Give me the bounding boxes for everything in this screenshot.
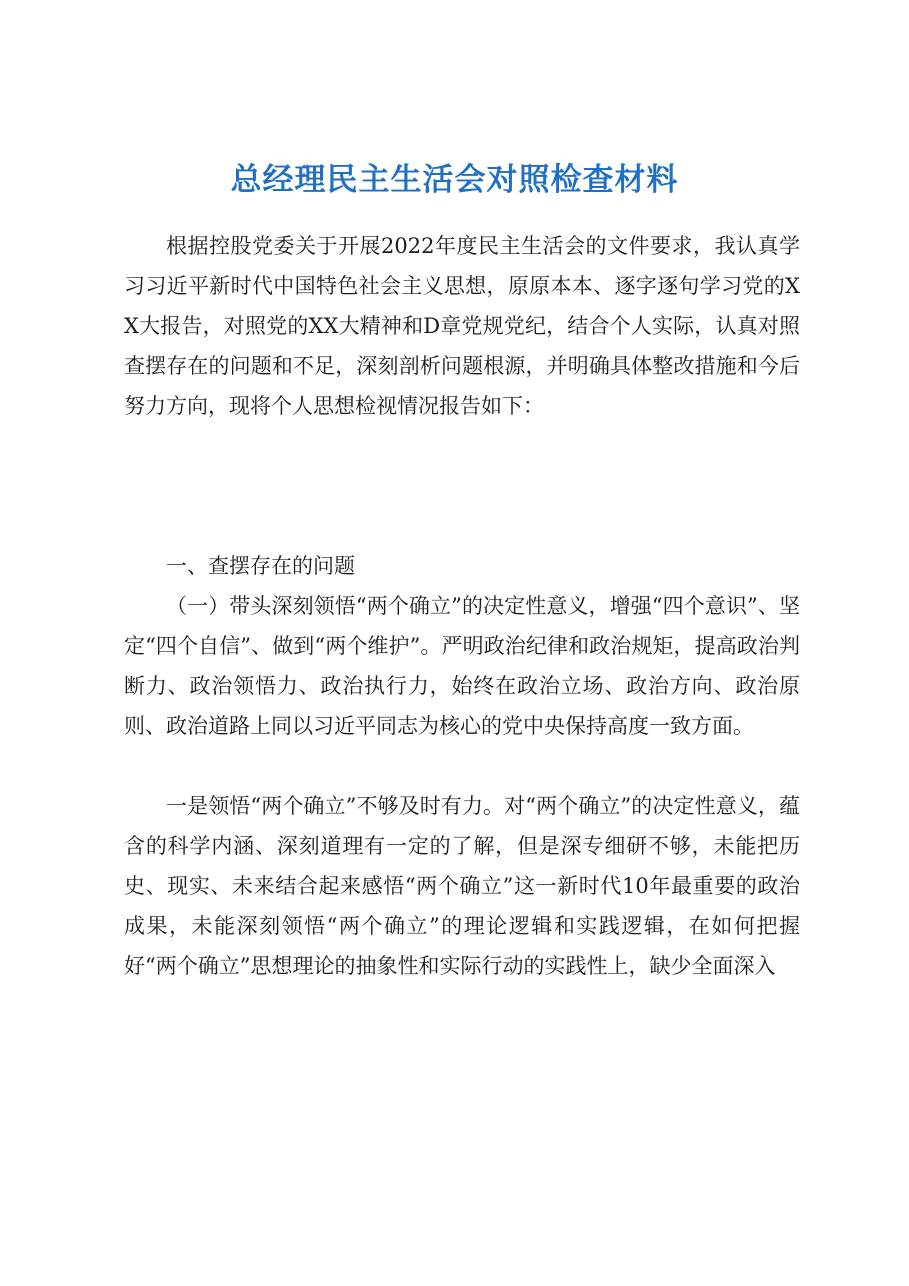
- section-heading-1: [124, 546, 800, 586]
- section-heading-text: 一、查摆存在的问题: [166, 554, 355, 578]
- paragraph-text: 一是领悟“两个确立”不够及时有力。对“两个确立”的决定性意义，蕴含的科学内涵、深刻道理有一定的了解，但是深专细研不够，未能把历史、现实、未来结合起来感悟“两个确立”这一新时代10年最重要的政治成果，未能深刻领悟“两个确立”的理论逻辑和实践逻辑，在如何把握好“两个确立”思想理论的抽象性和实际行动的实践性上，缺少全面深入: [124, 794, 800, 978]
- paragraph-text: （一）带头深刻领悟“两个确立”的决定性意义，增强“四个意识”、坚定“四个自信”、做到“两个维护”。严明政治纪律和政治规矩，提高政治判断力、政治领悟力、政治执行力，始终在政治立场、政治方向、政治原则、政治道路上同以习近平同志为核心的党中央保持高度一致方面。: [124, 594, 800, 738]
- paragraph-subsection-1: [124, 586, 800, 746]
- paragraph-point-1: [124, 786, 800, 986]
- document-title: 总经理民主生活会对照检查材料: [230, 162, 679, 198]
- paragraph-intro: [124, 226, 800, 426]
- paragraph-text: 根据控股党委关于开展2022年度民主生活会的文件要求，我认真学习习近平新时代中国特色社会主义思想，原原本本、逐字逐句学习党的XX大报告，对照党的XX大精神和D章党规党纪，结合个人实际，认真对照查摆存在的问题和不足，深刻剖析问题根源，并明确具体整改措施和今后努力方向，现将个人思想检视情况报告如下：: [124, 234, 800, 418]
